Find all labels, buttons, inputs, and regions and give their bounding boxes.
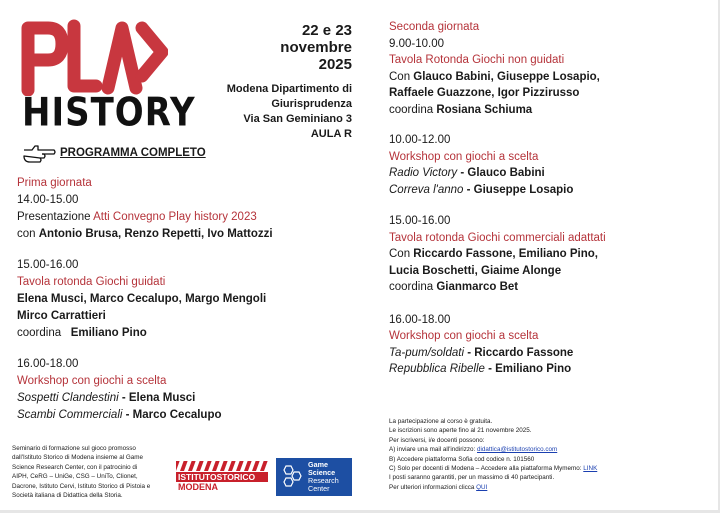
day1-s1-desc: Presentazione Atti Convegno Play history 2023 [17,211,257,223]
day2-s3-coordinator: coordina Gianmarco Bet [389,281,519,293]
day2-s1-speakers-2: Raffaele Guazzone, Igor Pizzirusso [389,87,580,99]
play-logo [18,18,168,96]
day2-s3-speakers-2: Lucia Boschetti, Giaime Alonge [389,264,562,277]
day1-section [17,175,273,424]
day2-s2-title: Workshop con giochi a scelta [389,150,539,163]
day2-s3-speakers: Con Riccardo Fassone, Emiliano Pino, [389,248,598,260]
day2-s4-game1: Ta-pum/soldati - Riccardo Fassone [389,346,574,359]
day2-s4-title: Workshop con giochi a scelta [389,330,539,342]
day2-s3-time: 15.00-16.00 [389,215,451,227]
day2-s1-speakers: Con Glauco Babini, Giuseppe Losapio, [389,70,600,83]
day2-s4-time: 16.00-18.00 [389,313,451,326]
day1-s3-game1: Sospetti Clandestini - Elena Musci [17,392,196,404]
day2-s1-time: 9.00-10.00 [389,37,444,50]
day1-s3-title: Workshop con giochi a scelta [17,375,167,387]
day1-s3-game2: Scambi Commerciali - Marco Cecalupo [17,409,222,421]
footer-organizers: Seminario di formazione sul gioco promosso dall'Istituto Storico di Modena insieme al Game Science Research Center, con il patrocinio di AIPH, CeRG – UniGe, CSG – UniTo, Clionet, Dacrone, Istituto Cervi, Istituto Storico di Pistoia e Società italiana di Didattica della Storia. [12,445,151,500]
day1-s2-speakers-2: Mirco Carrattieri [17,310,106,322]
day2-s1-coordinator: coordina Rosiana Schiuma [389,103,533,116]
event-date: 22 e 23 novembre 2025 [280,22,352,73]
day1-s1-speakers: con Antonio Brusa, Renzo Repetti, Ivo Mattozzi [17,228,273,240]
day1-s2-coordinator: coordina Emiliano Pino [17,327,147,339]
info-link[interactable]: QUI [476,483,488,491]
day2-s3-title: Tavola rotonda Giochi commerciali adattati [389,231,606,244]
day2-s2-game1: Radio Victory - Glauco Babini [389,167,545,179]
game-science-research-center-logo: Game Science Research Center [276,458,352,496]
history-logo-text: HISTORY [22,90,196,136]
day2-title: Seconda giornata [389,21,480,33]
day1-s2-time: 15.00-16.00 [17,259,79,271]
event-venue: Modena Dipartimento di Giurisprudenza Via San Geminiano 3 AULA R [226,83,352,140]
day2-s4-game2: Repubblica Ribelle - Emiliano Pino [389,363,572,375]
footer-registration-info: La partecipazione al corso è gratuita. Le iscrizioni sono aperte fino al 21 novembre 2025. Per iscriversi, i/e docenti possono: A) inviare una mail all'indirizzo: didattica@istitutostorico.com B) Accedere piattaforma Sofia cod codice n. 101560 C) Solo per docenti di Modena – Accedere alla piattaforma Mymemo: LINK I posti saranno garantiti, per un massimo di 40 partecipanti. Per ulteriori informazioni clicca QUI [389,418,598,491]
day1-s2-speakers: Elena Musci, Marco Cecalupo, Margo Mengoli [17,293,267,305]
hexagon-icon [279,464,305,490]
mymemo-link[interactable]: LINK [583,465,598,473]
program-link[interactable] [22,142,206,164]
day2-s2-time: 10.00-12.00 [389,134,451,146]
email-link[interactable]: didattica@istitutostorico.com [477,446,558,454]
day1-title: Prima giornata [17,177,92,189]
program-link-label: PROGRAMMA COMPLETO [60,147,206,159]
istituto-storico-logo: ISTITUTOSTORICO MODENA [176,460,268,494]
day1-s3-time: 16.00-18.00 [17,358,79,370]
pointing-hand-icon [22,142,56,164]
day1-s2-title: Tavola rotonda Giochi guidati [17,276,166,288]
istituto-stripes-icon [176,460,268,472]
day2-section [389,19,606,378]
day1-s1-time: 14.00-15.00 [17,194,79,206]
day2-s2-game2: Correva l'anno - Giuseppe Losapio [389,183,574,196]
day2-s1-title: Tavola Rotonda Giochi non guidati [389,54,565,66]
